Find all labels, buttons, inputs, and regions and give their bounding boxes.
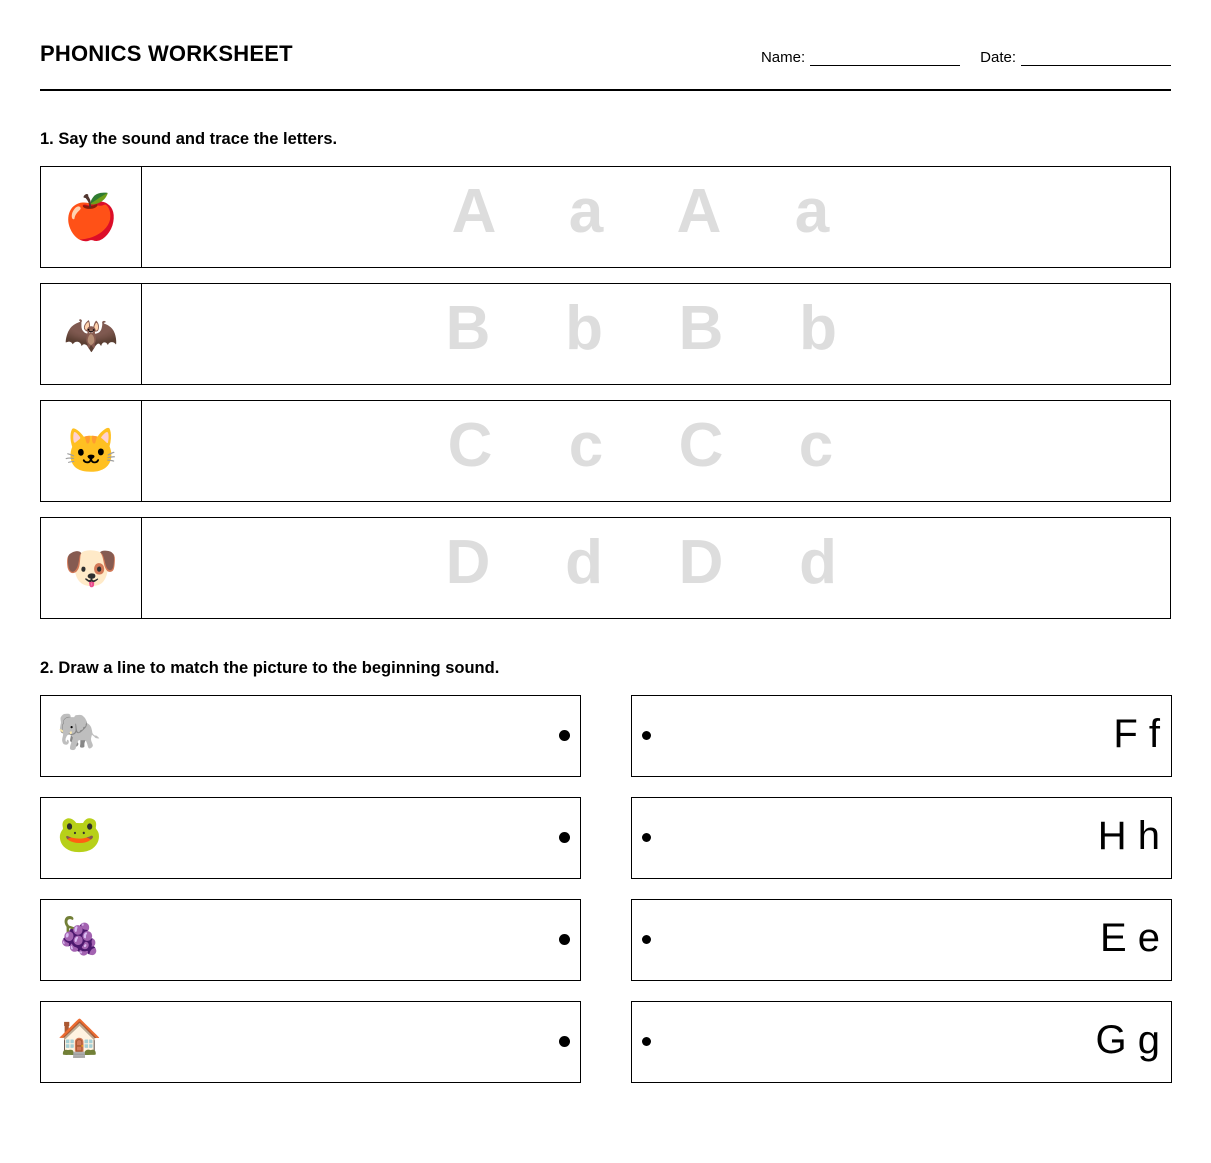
picture-box-elephant — [40, 695, 581, 777]
picture-box-grapes — [40, 899, 581, 981]
trace-area[interactable] — [142, 401, 1170, 501]
cat-icon: 🐱 — [41, 401, 142, 501]
frog-icon: 🐸 — [57, 813, 102, 854]
match-dot[interactable] — [559, 934, 570, 945]
trace-area[interactable] — [142, 167, 1170, 267]
match-dot[interactable] — [559, 730, 570, 741]
sound-box-e — [631, 899, 1172, 981]
sound-box-f — [631, 695, 1172, 777]
date-line[interactable] — [1021, 51, 1171, 66]
apple-icon: 🍎 — [41, 167, 142, 267]
grapes-icon: 🍇 — [57, 915, 102, 956]
sound-letters: H h — [1097, 814, 1160, 858]
trace-letter[interactable]: B — [445, 294, 491, 363]
house-icon: 🏠 — [57, 1017, 102, 1058]
trace-letter[interactable]: d — [799, 528, 837, 597]
sound-box-h — [631, 797, 1172, 879]
date-field[interactable] — [980, 49, 1171, 66]
picture-box-house — [40, 1001, 581, 1083]
bat-icon: 🦇 — [41, 284, 142, 384]
section1-title: 1. Say the sound and trace the letters. — [40, 130, 338, 148]
trace-letter[interactable]: C — [447, 411, 493, 480]
trace-letter[interactable]: D — [678, 528, 724, 597]
picture-box-frog — [40, 797, 581, 879]
sound-letters: G g — [1095, 1018, 1160, 1062]
trace-row-b — [40, 283, 1171, 385]
match-dot[interactable] — [559, 832, 570, 843]
trace-letter[interactable]: a — [568, 177, 604, 246]
sound-box-g — [631, 1001, 1172, 1083]
trace-letter[interactable]: c — [568, 411, 604, 480]
student-fields — [761, 49, 1171, 66]
match-dot[interactable] — [559, 1036, 570, 1047]
match-dot[interactable] — [642, 1037, 651, 1046]
match-dot[interactable] — [642, 833, 651, 842]
trace-letter[interactable]: A — [451, 177, 497, 246]
trace-letter[interactable]: A — [676, 177, 722, 246]
date-label: Date: — [980, 49, 1016, 66]
page-title: PHONICS WORKSHEET — [40, 41, 293, 66]
trace-row-a — [40, 166, 1171, 268]
name-field[interactable] — [761, 49, 960, 66]
trace-area[interactable] — [142, 284, 1170, 384]
trace-row-c — [40, 400, 1171, 502]
match-dot[interactable] — [642, 731, 651, 740]
sound-letters: F f — [1113, 712, 1160, 756]
worksheet-header — [40, 36, 1171, 91]
section2-title: 2. Draw a line to match the picture to the beginning sound. — [40, 659, 500, 677]
sound-letters: E e — [1099, 916, 1160, 960]
name-label: Name: — [760, 49, 806, 66]
trace-letter[interactable]: c — [798, 411, 834, 480]
trace-area[interactable] — [142, 518, 1170, 618]
dog-icon: 🐶 — [41, 518, 142, 618]
trace-letter[interactable]: d — [565, 528, 603, 597]
trace-letter[interactable]: b — [799, 294, 837, 363]
trace-letter[interactable]: D — [445, 528, 491, 597]
elephant-icon: 🐘 — [57, 711, 102, 752]
trace-letter[interactable]: b — [565, 294, 603, 363]
trace-row-d — [40, 517, 1171, 619]
match-dot[interactable] — [642, 935, 651, 944]
trace-letter[interactable]: a — [794, 177, 830, 246]
trace-letter[interactable]: C — [678, 411, 724, 480]
trace-letter[interactable]: B — [678, 294, 724, 363]
name-line[interactable] — [810, 51, 960, 66]
